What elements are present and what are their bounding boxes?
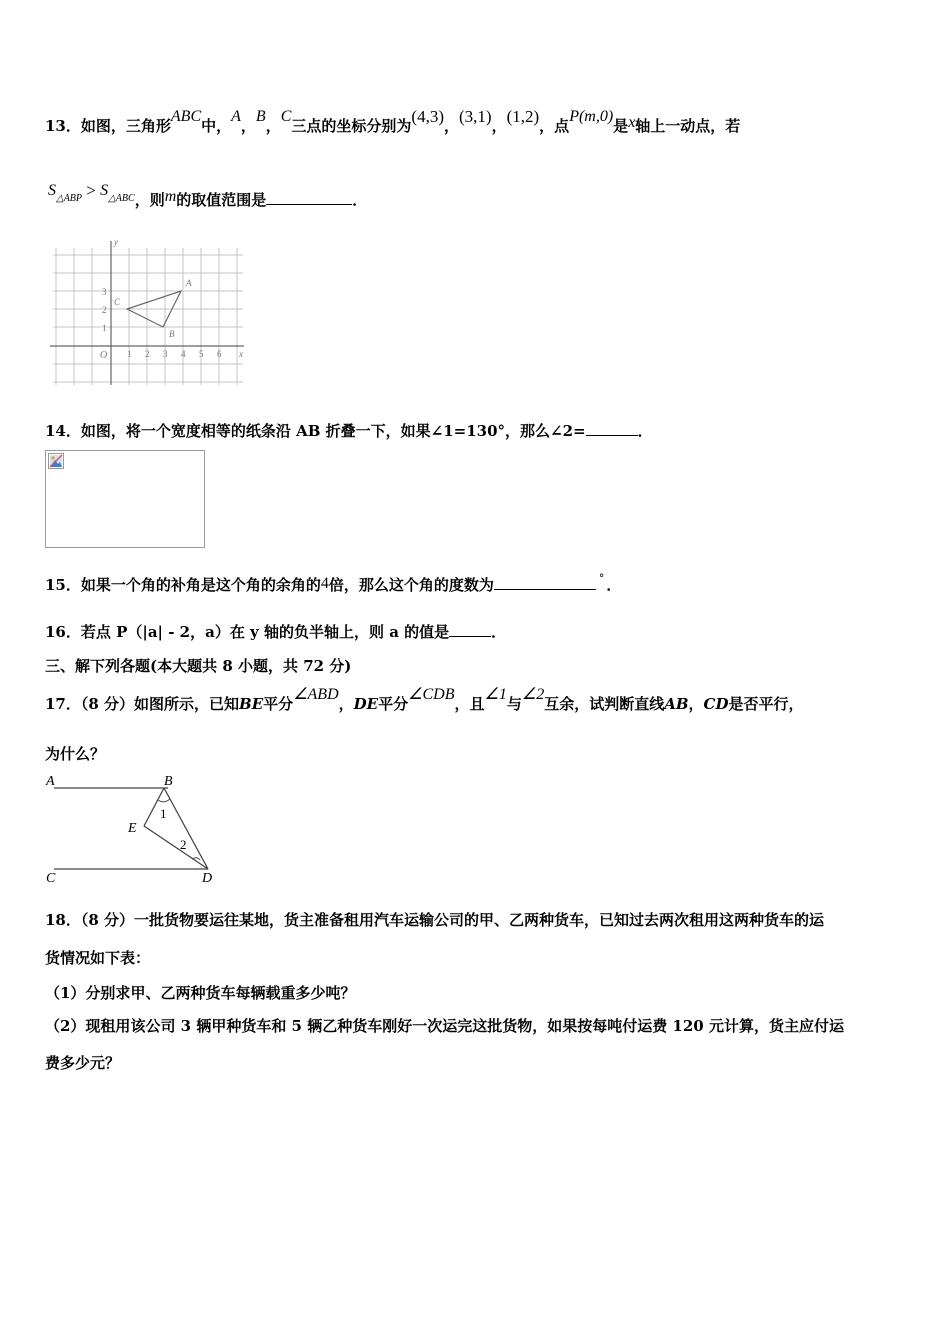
q16-end: ． [491, 623, 507, 641]
q17-text2: 平分 [263, 695, 294, 713]
q14-line [45, 421, 653, 441]
q17-angle-2: ∠2 [521, 686, 545, 703]
q13-x-tick-1: 1 [127, 349, 132, 359]
q15-line [45, 572, 622, 597]
q17-label-2: 2 [180, 837, 187, 852]
q13-x-tick-5: 5 [199, 349, 204, 359]
q17-label-b: B [164, 774, 173, 789]
q14-end: ． [637, 422, 653, 440]
q13-x-tick-4: 4 [181, 349, 186, 359]
q13-c: C [280, 108, 292, 125]
q13-grid [53, 248, 243, 385]
q13-number: 13． [45, 117, 81, 135]
q17-angle-abd: ∠ABD [293, 686, 339, 703]
q13-text2: 中， [201, 117, 232, 135]
q13-b: B [255, 108, 266, 125]
q17-text4: 平分 [378, 695, 409, 713]
q13-x-tick-3: 3 [163, 349, 168, 359]
q16-line [45, 622, 506, 642]
q13-label-b: B [169, 329, 175, 339]
q13-coordinate-figure [48, 233, 248, 388]
q17-text8: ， [688, 695, 704, 713]
q15-text1: 15．如果一个角的补角是这个角的余角的 [45, 576, 321, 594]
q18-line2 [45, 948, 150, 968]
q17-de: DE [353, 695, 379, 713]
q13-x: x [628, 114, 636, 131]
q18-text1: 18．（8 分）一批货物要运往某地，货主准备租用汽车运输公司的甲、乙两种货车，已知过去两次租用这两种货车的运 [45, 911, 825, 929]
q13-s2: S [100, 182, 109, 199]
section-3-title: 三、解下列各题(本大题共 8 小题，共 72 分) [45, 657, 352, 675]
q13-point-c: (1,2) [506, 107, 540, 126]
q13-point-p: P(m,0) [569, 108, 614, 125]
q18-text4: （2）现租用该公司 3 辆甲种货车和 5 辆乙种货车刚好一次运完这批货物，如果按每吨付运费 120 元计算，货主应付运 [45, 1017, 844, 1035]
q17-text6: 与 [506, 695, 522, 713]
q13-sep4: ， [491, 117, 507, 135]
q13-sep1: ， [240, 117, 256, 135]
broken-image-icon [48, 453, 64, 469]
q13-y-tick-2: 2 [102, 305, 107, 315]
q13-a: A [231, 108, 241, 125]
q13-text6: 轴上一动点，若 [635, 117, 741, 135]
q13-s1-sub: △ABP [56, 193, 83, 204]
q17-label-d: D [202, 871, 213, 886]
q13-text5: 是 [613, 117, 629, 135]
q15-text2: 倍，那么这个角的度数为 [328, 576, 494, 594]
q13-text9: ． [352, 191, 368, 209]
q13-x-tick-2: 2 [145, 349, 150, 359]
q14-image-placeholder [45, 450, 205, 548]
q13-x-tick-6: 6 [217, 349, 222, 359]
q13-point-a: (4,3) [411, 107, 444, 126]
q17-label-1: 1 [160, 806, 167, 821]
q18-text2: 货情况如下表： [45, 949, 151, 967]
q13-y-tick-3: 3 [102, 287, 107, 297]
q17-line-bd [164, 788, 208, 869]
q17-line1 [45, 686, 804, 715]
q17-why: 为什么？ [45, 745, 106, 763]
q18-text5: 费多少元？ [45, 1054, 121, 1072]
q13-line1 [45, 107, 741, 137]
q13-text8: 的取值范围是 [176, 191, 267, 209]
q13-origin-label: O [100, 350, 108, 361]
q13-y-tick-1: 1 [102, 323, 107, 333]
q17-label-c: C [46, 871, 56, 886]
q17-text9: 是否平行， [728, 695, 804, 713]
q17-text7: 互余，试判断直线 [544, 695, 665, 713]
q15-degree: ° [598, 572, 605, 585]
q14-answer-blank[interactable] [586, 421, 638, 436]
q18-line1 [45, 910, 824, 930]
q17-label-e: E [128, 821, 137, 836]
q13-sep3: ， [443, 117, 459, 135]
q17-arc-1 [158, 799, 170, 802]
q13-answer-blank[interactable] [266, 190, 352, 205]
q17-cd: CD [703, 695, 729, 713]
q17-be: BE [239, 695, 264, 713]
q17-text5: ，且 [454, 695, 485, 713]
q13-text4: ，点 [539, 117, 570, 135]
q17-angle-cdb: ∠CDB [408, 686, 455, 703]
q17-ab: AB [664, 695, 689, 713]
q17-line-ed [144, 826, 208, 869]
q13-label-c: C [114, 297, 121, 307]
q18-line3 [45, 983, 355, 1003]
q13-abc: ABC [170, 108, 202, 125]
q17-geometry-figure [40, 770, 225, 888]
q15-four: 4 [320, 575, 329, 592]
section-3-heading [45, 656, 351, 676]
q16-answer-blank[interactable] [449, 622, 491, 637]
q18-line4 [45, 1016, 844, 1036]
q13-sep2: ， [265, 117, 281, 135]
q15-end: ． [606, 576, 622, 594]
q17-text1: 17．（8 分）如图所示，已知 [45, 695, 240, 713]
q13-s1: S [48, 182, 56, 199]
q17-text3: ， [338, 695, 354, 713]
q14-text: 14．如图，将一个宽度相等的纸条沿 AB 折叠一下，如果∠1=130°，那么∠2= [45, 422, 586, 440]
q13-line2 [48, 181, 368, 213]
q13-point-b: (3,1) [459, 107, 492, 126]
q13-m: m [164, 188, 177, 205]
q13-gt: > [82, 181, 101, 200]
q16-text: 16．若点 P（|a| - 2，a）在 y 轴的负半轴上，则 a 的值是 [45, 623, 450, 641]
q15-answer-blank[interactable] [494, 575, 596, 590]
q13-x-ticks [127, 349, 222, 359]
q13-text3: 三点的坐标分别为 [291, 117, 412, 135]
q17-label-a: A [46, 774, 55, 789]
q18-line5 [45, 1053, 120, 1073]
q13-s2-sub: △ABC [108, 193, 135, 204]
q17-line2 [45, 744, 105, 764]
q17-angle-1: ∠1 [484, 686, 507, 703]
q13-x-label: x [239, 349, 243, 359]
q13-text1: 如图，三角形 [80, 117, 171, 135]
q13-y-label: y [114, 237, 118, 247]
q13-label-a: A [186, 278, 192, 288]
q18-text3: （1）分别求甲、乙两种货车每辆载重多少吨？ [45, 984, 356, 1002]
q13-text7: ，则 [134, 191, 165, 209]
q13-y-ticks [102, 287, 107, 333]
